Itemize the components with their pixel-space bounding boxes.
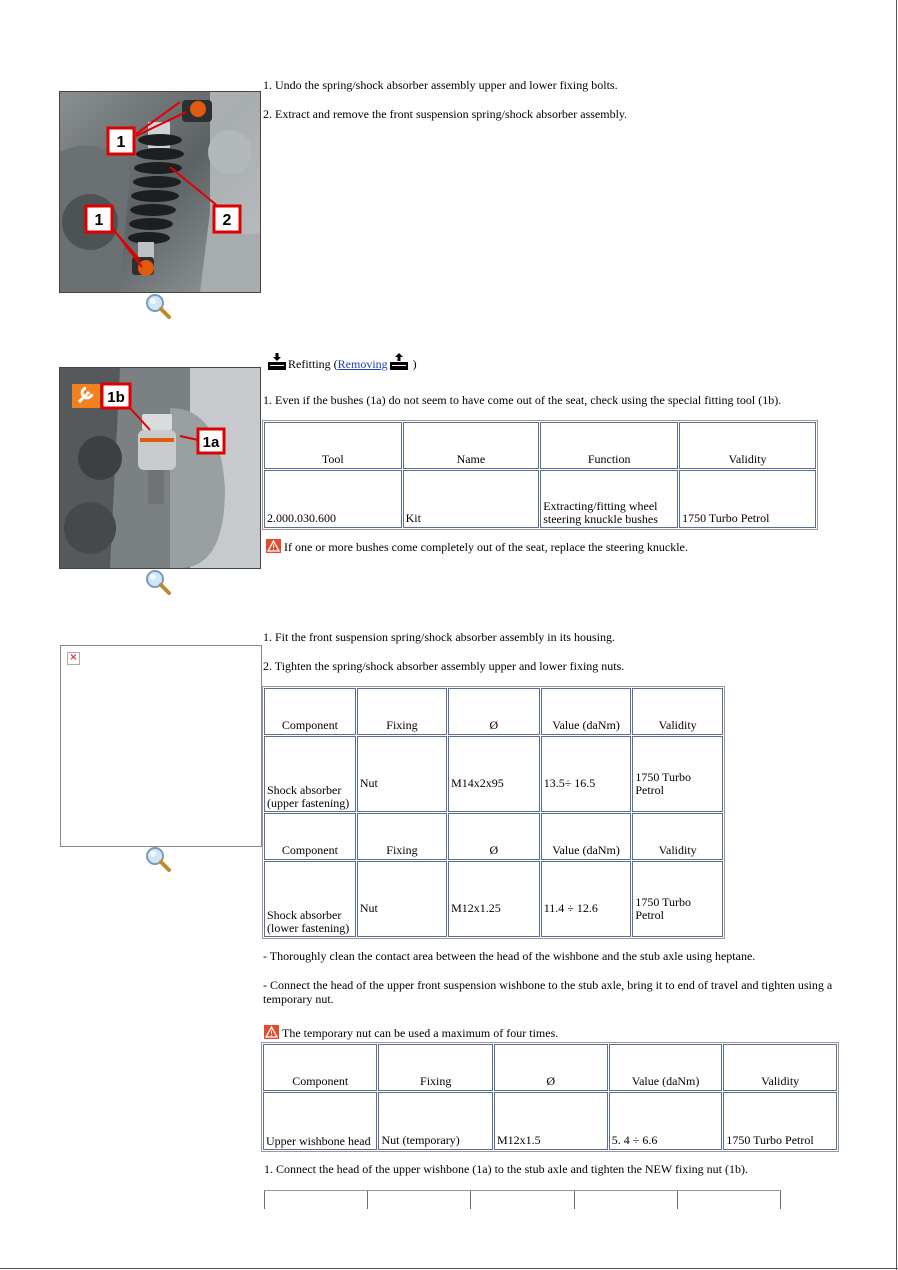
refitting-down-icon: [266, 353, 288, 371]
value-cell: 13.5÷ 16.5: [541, 736, 632, 812]
callout-1-upper: 1: [116, 134, 126, 151]
diameter-cell: M12x1.5: [494, 1092, 608, 1150]
torque-table: [262, 686, 725, 939]
callout-1b: 1b: [107, 389, 125, 406]
warning-temporary-nut: [264, 1025, 884, 1040]
header-diameter: Ø: [494, 1044, 608, 1091]
header-diameter: Ø: [448, 813, 540, 860]
warning-icon: [264, 1025, 279, 1039]
diameter-cell: M14x2x95: [448, 736, 540, 812]
header-tool: Tool: [264, 422, 402, 469]
warning-text: If one or more bushes come completely out of the seat, replace the steering knuckle.: [284, 540, 688, 554]
validity-cell: 1750 Turbo Petrol: [632, 861, 723, 937]
wishbone-torque-table: [261, 1042, 839, 1152]
zoom-magnifier-icon[interactable]: [143, 845, 173, 873]
header-validity: Validity: [632, 813, 723, 860]
warning-replace-knuckle: [266, 539, 886, 554]
validity-cell: 1750 Turbo Petrol: [723, 1092, 837, 1150]
step-fit-assembly: 1. Fit the front suspension spring/shock absorber assembly in its housing.: [263, 630, 615, 644]
warning-text: The temporary nut can be used a maximum of four times.: [282, 1026, 559, 1040]
header-component: Component: [264, 688, 356, 735]
fixing-cell: Nut (temporary): [378, 1092, 493, 1150]
diameter-cell: M12x1.25: [448, 861, 540, 937]
removing-link[interactable]: Removing: [337, 357, 388, 371]
header-value: Value (daNm): [541, 688, 632, 735]
step-check-bushes: 1. Even if the bushes (1a) do not seem to have come out of the seat, check using the special fitting tool (1b).: [263, 393, 782, 407]
component-cell: Shock absorber (upper fastening): [264, 736, 356, 812]
header-value: Value (daNm): [541, 813, 632, 860]
missing-image-placeholder: [60, 645, 262, 847]
removing-up-icon: [388, 353, 410, 371]
zoom-magnifier-icon[interactable]: [143, 568, 173, 596]
header-validity: Validity: [679, 422, 816, 469]
header-function: Function: [540, 422, 678, 469]
shock-absorber-photo: [59, 91, 261, 293]
page-border-right: [896, 0, 897, 1270]
close-paren: ): [412, 357, 417, 371]
broken-image-icon: ×: [67, 652, 80, 665]
component-cell: Upper wishbone head: [263, 1092, 377, 1150]
truncated-table: [264, 1190, 781, 1209]
header-component: Component: [263, 1044, 377, 1091]
warning-icon: [266, 539, 281, 553]
header-fixing: Fixing: [357, 813, 447, 860]
header-diameter: Ø: [448, 688, 540, 735]
tool-function: Extracting/fitting wheel steering knuckle bushes: [540, 470, 678, 528]
header-validity: Validity: [723, 1044, 837, 1091]
header-validity: Validity: [632, 688, 723, 735]
fixing-cell: Nut: [357, 736, 447, 812]
value-cell: 5. 4 ÷ 6.6: [609, 1092, 723, 1150]
refitting-heading: [266, 353, 417, 371]
zoom-magnifier-icon[interactable]: [143, 292, 173, 320]
step-remove-assembly: 2. Extract and remove the front suspension spring/shock absorber assembly.: [263, 107, 628, 121]
tool-validity: 1750 Turbo Petrol: [679, 470, 816, 528]
fixing-cell: Nut: [357, 861, 447, 937]
header-fixing: Fixing: [378, 1044, 493, 1091]
tool-table: [262, 420, 818, 530]
callout-1a: 1a: [202, 434, 220, 451]
step-connect-upper-wishbone: 1. Connect the head of the upper wishbone (1a) to the stub axle and tighten the NEW fixing nut (1b).: [264, 1162, 748, 1176]
component-cell: Shock absorber (lower fastening): [264, 861, 356, 937]
header-value: Value (daNm): [609, 1044, 723, 1091]
step-undo-bolts: 1. Undo the spring/shock absorber assembly upper and lower fixing bolts.: [263, 78, 618, 92]
tool-name: Kit: [403, 470, 540, 528]
refitting-label: Refitting (: [288, 357, 338, 371]
callout-1-lower: 1: [94, 212, 104, 229]
note-clean-contact: - Thoroughly clean the contact area between the head of the wishbone and the stub axle using heptane.: [263, 949, 756, 963]
page-border-bottom: [0, 1268, 898, 1269]
header-component: Component: [264, 813, 356, 860]
header-name: Name: [403, 422, 540, 469]
note-connect-wishbone: - Connect the head of the upper front suspension wishbone to the stub axle, bring it to end of travel and tighten using a temporary nut.: [263, 978, 833, 1006]
step-tighten-nuts: 2. Tighten the spring/shock absorber assembly upper and lower fixing nuts.: [263, 659, 625, 673]
validity-cell: 1750 Turbo Petrol: [632, 736, 723, 812]
steering-knuckle-photo: [59, 367, 261, 569]
header-fixing: Fixing: [357, 688, 447, 735]
value-cell: 11.4 ÷ 12.6: [541, 861, 632, 937]
callout-2: 2: [222, 212, 232, 229]
tool-code: 2.000.030.600: [264, 470, 402, 528]
